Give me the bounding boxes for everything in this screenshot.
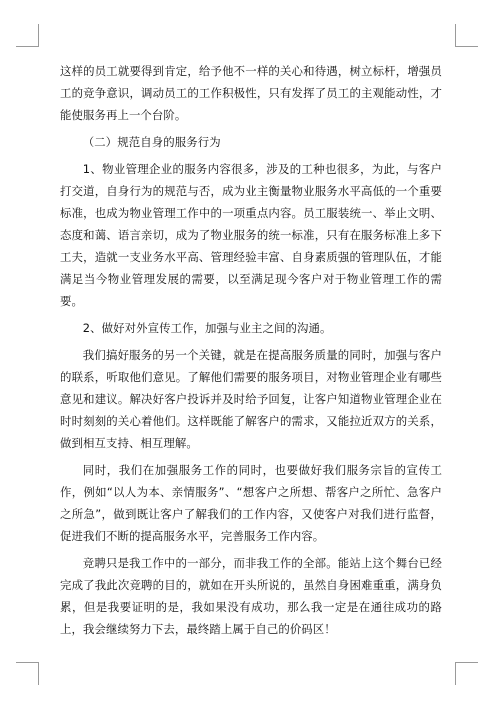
paragraph-6: 竞聘只是我工作中的一部分，而非我工作的全部。能站上这个舞台已经完成了我此次竞聘的目的，就如在开头所说的，虽然自身困难重重，满身负累，但是我要证明的是，我如果没有成功，那么我一定是在通往成功的路上，我会继续努力下去，最终踏上属于自己的价码区！ bbox=[60, 556, 442, 636]
paragraph-5: 同时，我们在加强服务工作的同时，也要做好我们服务宗旨的宣传工作，例如“以人为本、亲情服务”、“想客户之所想、帮客户之所忙、急客户之所急”，做到既让客户了解我们的工作内容，又使客户对我们进行监督，促进我们不断的提高服务水平，完善服务工作内容。 bbox=[60, 463, 442, 543]
crop-mark-bottom-left bbox=[16, 662, 39, 685]
section-heading: （二）规范自身的服务行为 bbox=[82, 135, 221, 149]
paragraph-3: 2、做好对外宣传工作，加强与业主之间的沟通。 bbox=[82, 321, 332, 335]
crop-mark-top-left bbox=[16, 24, 39, 47]
paragraph-4: 我们搞好服务的另一个关键，就是在提高服务质量的同时，加强与客户的联系，听取他们意见。了解他们需要的服务项目，对物业管理企业有哪些意见和建议。解决好客户投诉并及时给予回复，让客户知道物业管理企业在时时刻刻的关心着他们。这样既能了解客户的需求，又能拉近双方的关系，做到相互支持、相互理解。 bbox=[60, 348, 442, 450]
crop-mark-bottom-right bbox=[455, 662, 478, 685]
paragraph-1: 这样的员工就要得到肯定，给予他不一样的关心和待遇，树立标杆，增强员工的竞争意识，调动员工的工作积极性，只有发挥了员工的主观能动性，才能使服务再上一个台阶。 bbox=[60, 64, 442, 122]
paragraph-2: 1、物业管理企业的服务内容很多，涉及的工种也很多，为此，与客户打交道，自身行为的规范与否，成为业主衡量物业服务水平高低的一个重要标准，也成为物业管理工作中的一项重点内容。员工服装统一、举止文明、态度和蔼、语言亲切，成为了物业服务的统一标准，只有在服务标准上多下工夫，造就一支业务水平高、管理经验丰富、自身素质强的管理队伍，才能满足当今物业管理发展的需要，以至满足现今客户对于物业管理工作的需要。 bbox=[60, 162, 442, 308]
document-body bbox=[60, 60, 442, 645]
crop-mark-top-right bbox=[455, 24, 478, 47]
